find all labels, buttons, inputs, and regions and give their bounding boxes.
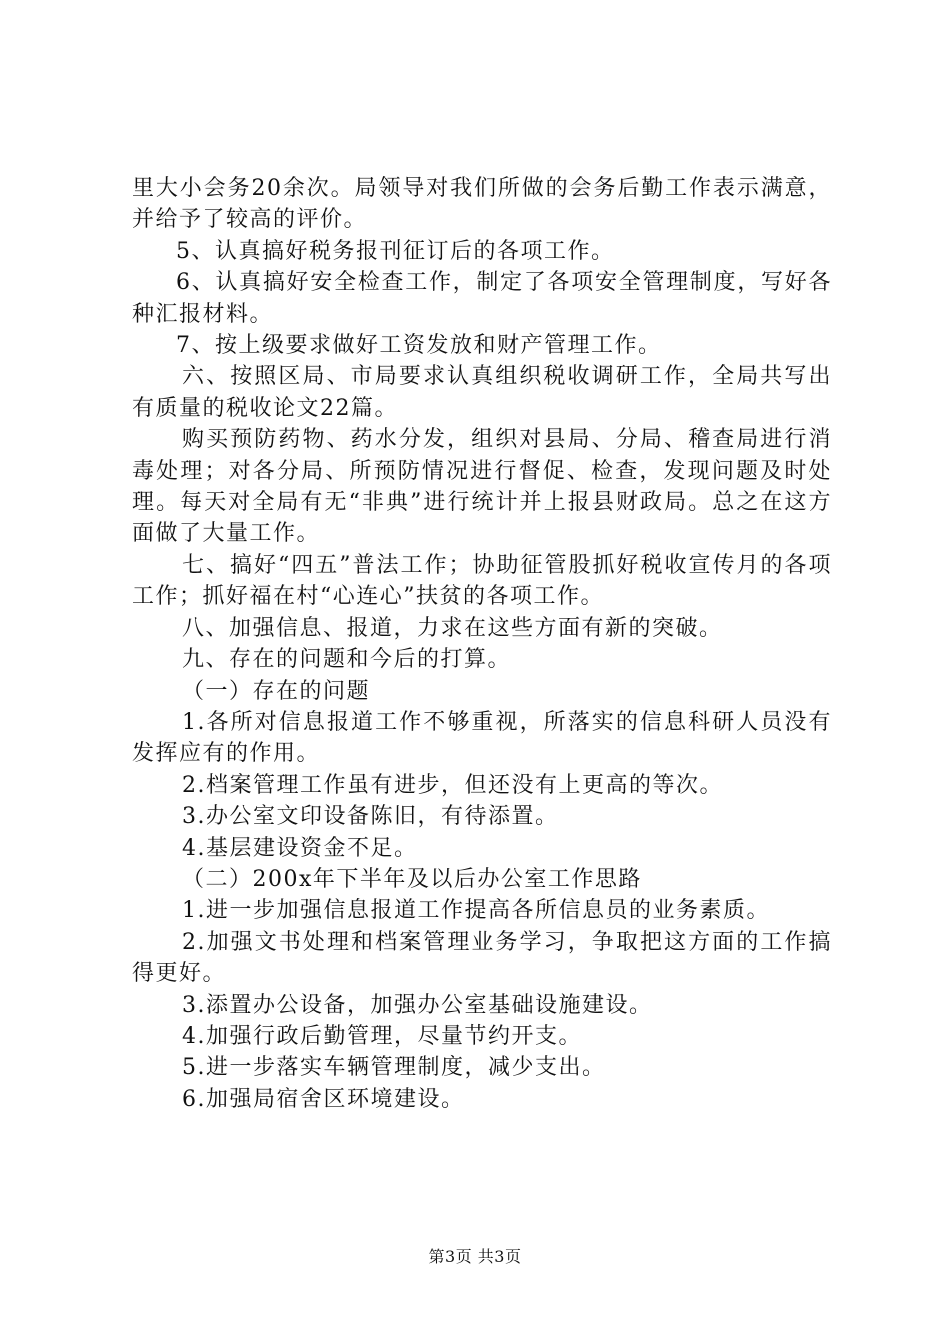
paragraph: 1.进一步加强信息报道工作提高各所信息员的业务素质。	[182, 898, 770, 924]
paragraph: 六、按照区局、市局要求认真组织税收调研工作，全局共写出有质量的税收论文22篇。	[132, 364, 832, 421]
paragraph: （二）200x年下半年及以后办公室工作思路	[182, 866, 642, 892]
page-footer: 第3页 共3页	[428, 1247, 522, 1266]
paragraph: 5、认真搞好税务报刊征订后的各项工作。	[176, 238, 615, 264]
paragraph: 3.办公室文印设备陈旧，有待添置。	[182, 804, 559, 830]
paragraph: 7、按上级要求做好工资发放和财产管理工作。	[176, 333, 662, 359]
paragraph: 1.各所对信息报道工作不够重视，所落实的信息科研人员没有发挥应有的作用。	[132, 709, 832, 767]
paragraph: 里大小会务20余次。局领导对我们所做的会务后勤工作表示满意，并给予了较高的评价。	[132, 176, 832, 233]
paragraph: 4.加强行政后勤管理，尽量节约开支。	[182, 1023, 582, 1049]
paragraph: 5.进一步落实车辆管理制度，减少支出。	[182, 1055, 606, 1081]
paragraph: 2.加强文书处理和档案管理业务学习，争取把这方面的工作搞得更好。	[132, 929, 832, 987]
paragraph: 九、存在的问题和今后的打算。	[182, 647, 512, 673]
paragraph: 2.档案管理工作虽有进步，但还没有上更高的等次。	[182, 772, 723, 798]
paragraph: 购买预防药物、药水分发，组织对县局、分局、稽查局进行消毒处理；对各分局、所预防情况进行督促、检查，发现问题及时处理。每天对全局有无“非典”进行统计并上报县财政局。总之在这方面做了大量工作。	[132, 427, 832, 547]
paragraph: 4.基层建设资金不足。	[182, 835, 418, 861]
paragraph: 6、认真搞好安全检查工作，制定了各项安全管理制度，写好各种汇报材料。	[132, 270, 832, 327]
document-body	[132, 173, 832, 1115]
paragraph: （一）存在的问题	[182, 678, 371, 704]
paragraph: 七、搞好“四五”普法工作；协助征管股抓好税收宣传月的各项工作；抓好福在村“心连心”扶贫的各项工作。	[132, 552, 832, 610]
paragraph: 八、加强信息、报道，力求在这些方面有新的突破。	[182, 615, 723, 641]
paragraph: 6.加强局宿舍区环境建设。	[182, 1086, 465, 1112]
paragraph: 3.添置办公设备，加强办公室基础设施建设。	[182, 992, 653, 1018]
